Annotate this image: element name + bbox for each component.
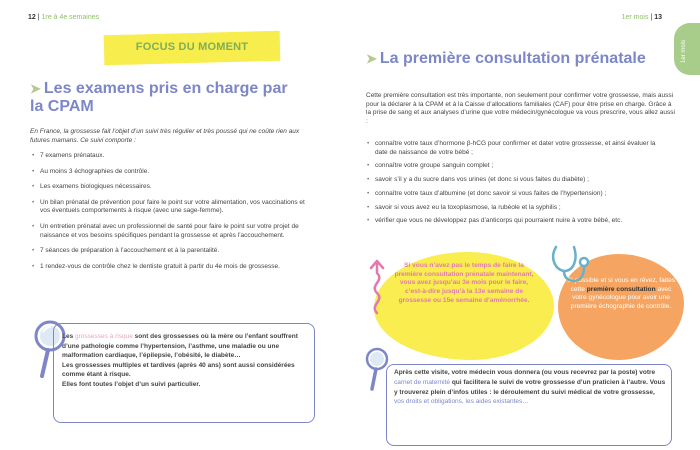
risk-info-text [62,332,309,390]
exams-list [30,152,305,278]
left-title-arrow-icon: ➤ [30,81,41,96]
adopt-p1: Après cette visite, votre médecin vous donnera (ou vous recevrez par la poste) votre [394,369,656,376]
list-item: • Au moins 3 échographies de contrôle. [30,168,305,177]
rights-link: vos droits et obligations, les aides existantes… [394,398,529,406]
right-title-text: La première consultation prénatale [379,50,646,67]
list-item: • connaître votre groupe sanguin complet ; [366,162,666,171]
risk-rest: sont des grossesses où la mère ou l’enfant souffrent d’une pathologie comme l’hypertension, l’asthme, une maladie ou une malformation cardiaque, l’épilepsie, l’obésité, le diabète… [62,333,298,360]
right-section-label: 1er mois [621,14,649,21]
list-item: • connaître votre taux d’hormone β-hCG pour confirmer et dater votre grossesse, et ainsi évaluer la date de naissance de votre bébé ; [366,140,666,157]
orange-note-after: avec votre gynécologue pour avoir une première échographie de contrôle. [570,285,672,311]
yellow-note-text: Si vous n’avez pas le temps de faire la première consultation prénatale maintenant, vous avez jusqu’au 3e mois pour le faire, c’est-à-dire jusqu’à la 13e semaine de grossesse ou 15e semaine d’aménorrhée. [394,262,534,304]
left-title-text: Les examens pris en charge par la CPAM [30,80,288,115]
risk-lead: Les [62,333,74,340]
maternity-booklet-text [394,368,666,407]
risk-line2: Les grossesses multiples et tardives (après 40 ans) sont aussi considérées comme étant à risque. [62,361,295,379]
adopt-p2: qui facilitera le suivi de votre grossesse d’un praticien à l’autre. Vous y trouverez plein d’infos utiles : le déroulement du suivi médical de votre grossesse, [394,378,666,396]
left-section-label: 1re à 4e semaines [41,14,100,21]
right-paragraph: Cette première consultation est très importante, non seulement pour confirmer votre grossesse, mais aussi pour la déclarer à la CPAM et à la Caisse d’allocations familiales (CAF) pour être prise en charge. Grâce à la prise de sang et aux analyses d’urine que votre médecin/gynécologue va vous prescrire, vous allez aussi : [366,92,675,126]
list-item: • 1 rendez-vous de contrôle chez le dentiste gratuit à partir du 4e mois de grossesse. [30,263,305,272]
right-header-separator: | [650,14,653,21]
list-item: • connaître votre taux d’albumine (et donc savoir si vous faites de l’hypertension) ; [366,190,666,199]
right-section-title [366,50,676,68]
left-page-header [28,14,99,21]
squiggle-arrow-icon [366,257,388,315]
list-item: • Un bilan prénatal de prévention pour faire le point sur votre alimentation, vos vaccinations et vos éventuels comportements à risque (avec une sage-femme). [30,199,305,216]
left-page-number: 12 [28,14,36,21]
right-title-arrow-icon: ➤ [366,51,377,66]
list-item: • savoir si vous avez eu la toxoplasmose, la rubéole et la syphilis ; [366,204,666,213]
orange-note-before: Si possible et si vous en rêvez, faites cette [566,277,676,293]
right-page-number: 13 [654,14,662,21]
list-item: • 7 séances de préparation à l’accouchement et à la parentalité. [30,247,305,256]
list-item: • vérifier que vous ne développez pas d’anticorps qui pourraient nuire à votre bébé, etc. [366,217,666,226]
maternity-booklet-link: carnet de maternité [394,378,451,386]
list-item: • 7 examens prénataux. [30,152,305,161]
consultation-list [366,140,666,231]
risk-line3: Elles font toutes l’objet d’un suivi particulier. [62,380,201,388]
orange-note-bold: première consultation [586,285,656,293]
side-tab-label: 1er mois [681,39,687,63]
side-tab [674,23,700,75]
focus-banner-label: FOCUS DU MOMENT [135,41,249,53]
stethoscope-icon [548,243,594,289]
list-item: • savoir s’il y a du sucre dans vos urines (et donc si vous faites du diabète) ; [366,176,666,185]
risk-highlight: grossesses à risque [75,333,133,340]
list-item: • Un entretien prénatal avec un professionnel de santé pour faire le point sur votre projet de naissance et vos besoins spécifiques pendant la grossesse et après l’accouchement. [30,223,305,240]
left-section-title [30,80,300,116]
right-page-header [622,14,662,21]
list-item: • Les examens biologiques nécessaires. [30,183,305,192]
left-header-separator: | [37,14,40,21]
left-intro: En France, la grossesse fait l’objet d’un suivi très régulier et très poussé qui ne coûte rien aux futures mamans. Ce suivi comporte : [30,128,300,144]
